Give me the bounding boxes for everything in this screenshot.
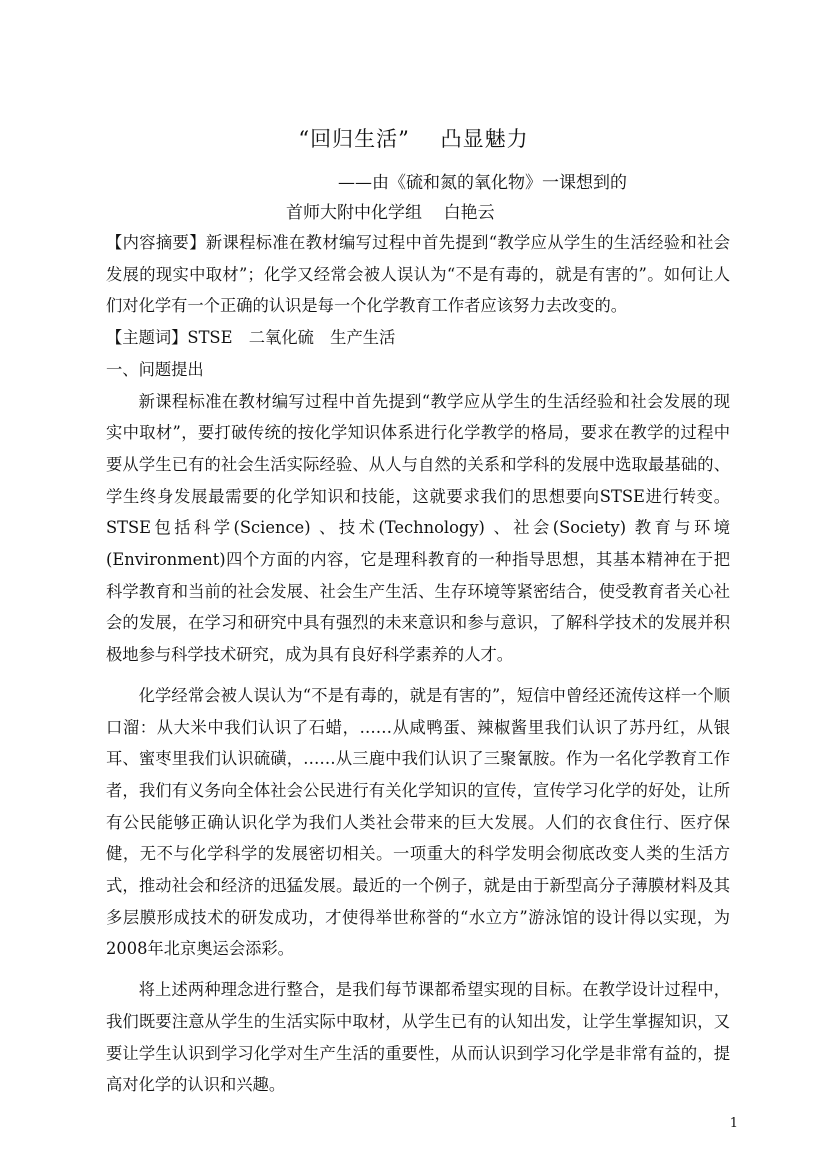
body-paragraph-2: 化学经常会被人误认为“不是有毒的，就是有害的”，短信中曾经还流传这样一个顺口溜：从大米中我们认识了石蜡，……从咸鸭蛋、辣椒酱里我们认识了苏丹红，从银耳、蜜枣里我们认识硫磺，……从三鹿中我们认识了三聚氰胺。作为一名化学教育工作者，我们有义务向全体社会公民进行有关化学知识的宣传，宣传学习化学的好处，让所有公民能够正确认识化学为我们人类社会带来的巨大发展。人们的衣食住行、医疗保健，无不与化学科学的发展密切相关。一项重大的科学发明会彻底改变人类的生活方式，推动社会和经济的迅猛发展。最近的一个例子，就是由于新型高分子薄膜材料及其多层膜形成技术的研发成功，才使得举世称誉的“水立方”游泳馆的设计得以实现，为 2008年北京奥运会添彩。 bbox=[106, 685, 730, 959]
body-paragraph-1: 新课程标准在教材编写过程中首先提到“教学应从学生的生活经验和社会发展的现实中取材”，要打破传统的按化学知识体系进行化学教学的格局，要求在教学的过程中要从学生已有的社会生活实际经验、从人与自然的关系和学科的发展中选取最基础的、学生终身发展最需要的化学知识和技能，这就要求我们的思想要向STSE进行转变。STSE包括科学(Science) 、技术(Technology) 、社会(Society) 教育与环境(Environment)四个方面的内容，它是理科教育的一种指导思想，其基本精神在于把科学教育和当前的社会发展、社会生产生活、生存环境等紧密结合，使受教育者关心社会的发展，在学习和研究中具有强烈的未来意识和参与意识，了解科学技术的发展并积极地参与科学技术研究，成为具有良好科学素养的人才。 bbox=[106, 391, 730, 665]
document-title: “回归生活” 凸显魅力 bbox=[298, 127, 529, 151]
page-number: 1 bbox=[729, 1116, 738, 1131]
document-author: 首师大附中化学组 白艳云 bbox=[286, 203, 495, 223]
section-heading: 一、问题提出 bbox=[106, 359, 204, 379]
keywords-text: STSE 二氧化硫 生产生活 bbox=[187, 328, 396, 348]
abstract-label: 【内容摘要】 bbox=[106, 233, 206, 252]
keywords-paragraph bbox=[106, 322, 730, 354]
keywords-label: 【主题词】 bbox=[106, 328, 188, 348]
document-body bbox=[106, 227, 730, 1101]
abstract-paragraph bbox=[106, 227, 730, 322]
document-subtitle: ——由《硫和氮的氧化物》一课想到的 bbox=[338, 173, 627, 193]
body-paragraph-3: 将上述两种理念进行整合，是我们每节课都希望实现的目标。在教学设计过程中，我们既要注意从学生的生活实际中取材，从学生已有的认知出发，让学生掌握知识，又要让学生认识到学习化学对生产生活的重要性，从而认识到学习化学是非常有益的，提高对化学的认识和兴趣。 bbox=[106, 980, 730, 1095]
abstract-text: 新课程标准在教材编写过程中首先提到“教学应从学生的生活经验和社会发展的现实中取材”；化学又经常会被人误认为“不是有毒的，就是有害的”。如何让人们对化学有一个正确的认识是每一个化学教育工作者应该努力去改变的。 bbox=[106, 233, 730, 316]
